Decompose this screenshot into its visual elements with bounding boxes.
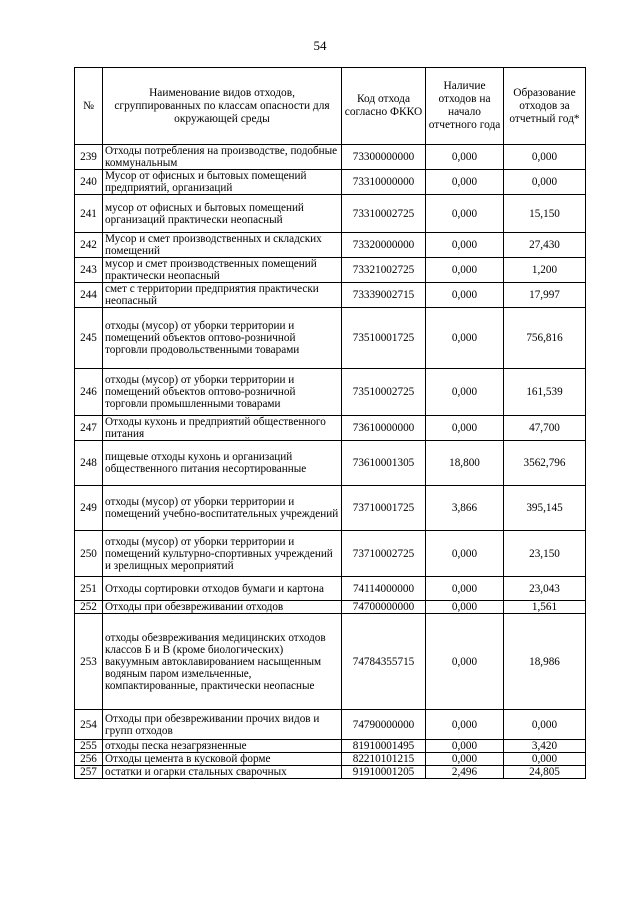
start-amount: 0,000	[426, 195, 504, 233]
table-row	[75, 233, 586, 258]
waste-name: Отходы цемента в кусковой форме	[103, 753, 342, 766]
fkko-code: 73610000000	[342, 416, 426, 441]
row-number: 253	[75, 614, 103, 710]
waste-name: Мусор и смет производственных и складских помещений	[103, 233, 342, 258]
start-amount: 0,000	[426, 145, 504, 170]
row-number: 240	[75, 170, 103, 195]
fkko-code: 73310000000	[342, 170, 426, 195]
table-row	[75, 145, 586, 170]
formed-amount: 395,145	[504, 486, 586, 531]
row-number: 242	[75, 233, 103, 258]
fkko-code: 73300000000	[342, 145, 426, 170]
start-amount: 0,000	[426, 614, 504, 710]
table-row	[75, 369, 586, 416]
formed-amount: 23,150	[504, 531, 586, 577]
table-row	[75, 308, 586, 369]
column-header-number: №	[75, 68, 103, 145]
waste-name: Отходы при обезвреживании прочих видов и групп отходов	[103, 710, 342, 740]
table-row	[75, 531, 586, 577]
table-row	[75, 441, 586, 486]
fkko-code: 91910001205	[342, 766, 426, 779]
row-number: 245	[75, 308, 103, 369]
start-amount: 0,000	[426, 753, 504, 766]
start-amount: 0,000	[426, 740, 504, 753]
formed-amount: 0,000	[504, 710, 586, 740]
start-amount: 18,800	[426, 441, 504, 486]
start-amount: 3,866	[426, 486, 504, 531]
table-row	[75, 601, 586, 614]
fkko-code: 74790000000	[342, 710, 426, 740]
start-amount: 0,000	[426, 416, 504, 441]
column-header-formed: Образование отходов за отчетный год*	[504, 68, 586, 145]
table-row	[75, 416, 586, 441]
waste-name: мусор и смет производственных помещений практически неопасный	[103, 258, 342, 283]
formed-amount: 0,000	[504, 170, 586, 195]
table-row	[75, 766, 586, 779]
table-header-row	[75, 68, 586, 145]
row-number: 257	[75, 766, 103, 779]
formed-amount: 1,200	[504, 258, 586, 283]
formed-amount: 15,150	[504, 195, 586, 233]
waste-name: отходы песка незагрязненные	[103, 740, 342, 753]
table-row	[75, 170, 586, 195]
waste-name: Отходы потребления на производстве, подобные коммунальным	[103, 145, 342, 170]
fkko-code: 74784355715	[342, 614, 426, 710]
waste-name: отходы обезвреживания медицинских отходов классов Б и В (кроме биологических) вакуумным автоклавированием насыщенным водяным паром измельченные, компактированные, практически неопасные	[103, 614, 342, 710]
start-amount: 0,000	[426, 531, 504, 577]
row-number: 250	[75, 531, 103, 577]
start-amount: 0,000	[426, 601, 504, 614]
waste-name: пищевые отходы кухонь и организаций общественного питания несортированные	[103, 441, 342, 486]
start-amount: 0,000	[426, 233, 504, 258]
fkko-code: 73610001305	[342, 441, 426, 486]
waste-name: отходы (мусор) от уборки территории и помещений объектов оптово-розничной торговли продовольственными товарами	[103, 308, 342, 369]
table-body	[75, 145, 586, 779]
fkko-code: 73710002725	[342, 531, 426, 577]
formed-amount: 1,561	[504, 601, 586, 614]
waste-name: Отходы при обезвреживании отходов	[103, 601, 342, 614]
row-number: 251	[75, 577, 103, 601]
page-number: 54	[313, 38, 327, 53]
formed-amount: 756,816	[504, 308, 586, 369]
row-number: 247	[75, 416, 103, 441]
formed-amount: 24,805	[504, 766, 586, 779]
fkko-code: 73321002725	[342, 258, 426, 283]
fkko-code: 73510002725	[342, 369, 426, 416]
table-row	[75, 710, 586, 740]
waste-name: мусор от офисных и бытовых помещений организаций практически неопасный	[103, 195, 342, 233]
start-amount: 0,000	[426, 283, 504, 308]
formed-amount: 23,043	[504, 577, 586, 601]
waste-name: отходы (мусор) от уборки территории и помещений культурно-спортивных учреждений и зрелищных мероприятий	[103, 531, 342, 577]
formed-amount: 17,997	[504, 283, 586, 308]
row-number: 239	[75, 145, 103, 170]
waste-name: смет с территории предприятия практически неопасный	[103, 283, 342, 308]
formed-amount: 27,430	[504, 233, 586, 258]
fkko-code: 74700000000	[342, 601, 426, 614]
table-row	[75, 195, 586, 233]
row-number: 249	[75, 486, 103, 531]
fkko-code: 73710001725	[342, 486, 426, 531]
waste-name: отходы (мусор) от уборки территории и помещений объектов оптово-розничной торговли промышленными товарами	[103, 369, 342, 416]
fkko-code: 73339002715	[342, 283, 426, 308]
table-row	[75, 283, 586, 308]
start-amount: 0,000	[426, 170, 504, 195]
row-number: 255	[75, 740, 103, 753]
row-number: 243	[75, 258, 103, 283]
formed-amount: 47,700	[504, 416, 586, 441]
formed-amount: 3562,796	[504, 441, 586, 486]
waste-table	[74, 67, 586, 779]
formed-amount: 0,000	[504, 145, 586, 170]
start-amount: 0,000	[426, 710, 504, 740]
start-amount: 0,000	[426, 577, 504, 601]
waste-name: Отходы кухонь и предприятий общественного питания	[103, 416, 342, 441]
fkko-code: 81910001495	[342, 740, 426, 753]
fkko-code: 73320000000	[342, 233, 426, 258]
fkko-code: 73510001725	[342, 308, 426, 369]
row-number: 248	[75, 441, 103, 486]
table-row	[75, 258, 586, 283]
column-header-code: Код отхода согласно ФККО	[342, 68, 426, 145]
start-amount: 2,496	[426, 766, 504, 779]
column-header-start: Наличие отходов на начало отчетного года	[426, 68, 504, 145]
start-amount: 0,000	[426, 308, 504, 369]
waste-name: Отходы сортировки отходов бумаги и картона	[103, 577, 342, 601]
table-row	[75, 614, 586, 710]
table-row	[75, 577, 586, 601]
fkko-code: 74114000000	[342, 577, 426, 601]
table-row	[75, 753, 586, 766]
row-number: 244	[75, 283, 103, 308]
row-number: 254	[75, 710, 103, 740]
waste-name: Мусор от офисных и бытовых помещений предприятий, организаций	[103, 170, 342, 195]
waste-name: остатки и огарки стальных сварочных	[103, 766, 342, 779]
formed-amount: 18,986	[504, 614, 586, 710]
table-row	[75, 486, 586, 531]
row-number: 256	[75, 753, 103, 766]
start-amount: 0,000	[426, 258, 504, 283]
waste-name: отходы (мусор) от уборки территории и помещений учебно-воспитательных учреждений	[103, 486, 342, 531]
row-number: 241	[75, 195, 103, 233]
fkko-code: 82210101215	[342, 753, 426, 766]
column-header-name: Наименование видов отходов, сгруппированных по классам опасности для окружающей среды	[103, 68, 342, 145]
start-amount: 0,000	[426, 369, 504, 416]
fkko-code: 73310002725	[342, 195, 426, 233]
formed-amount: 161,539	[504, 369, 586, 416]
row-number: 252	[75, 601, 103, 614]
row-number: 246	[75, 369, 103, 416]
formed-amount: 0,000	[504, 753, 586, 766]
formed-amount: 3,420	[504, 740, 586, 753]
table-row	[75, 740, 586, 753]
